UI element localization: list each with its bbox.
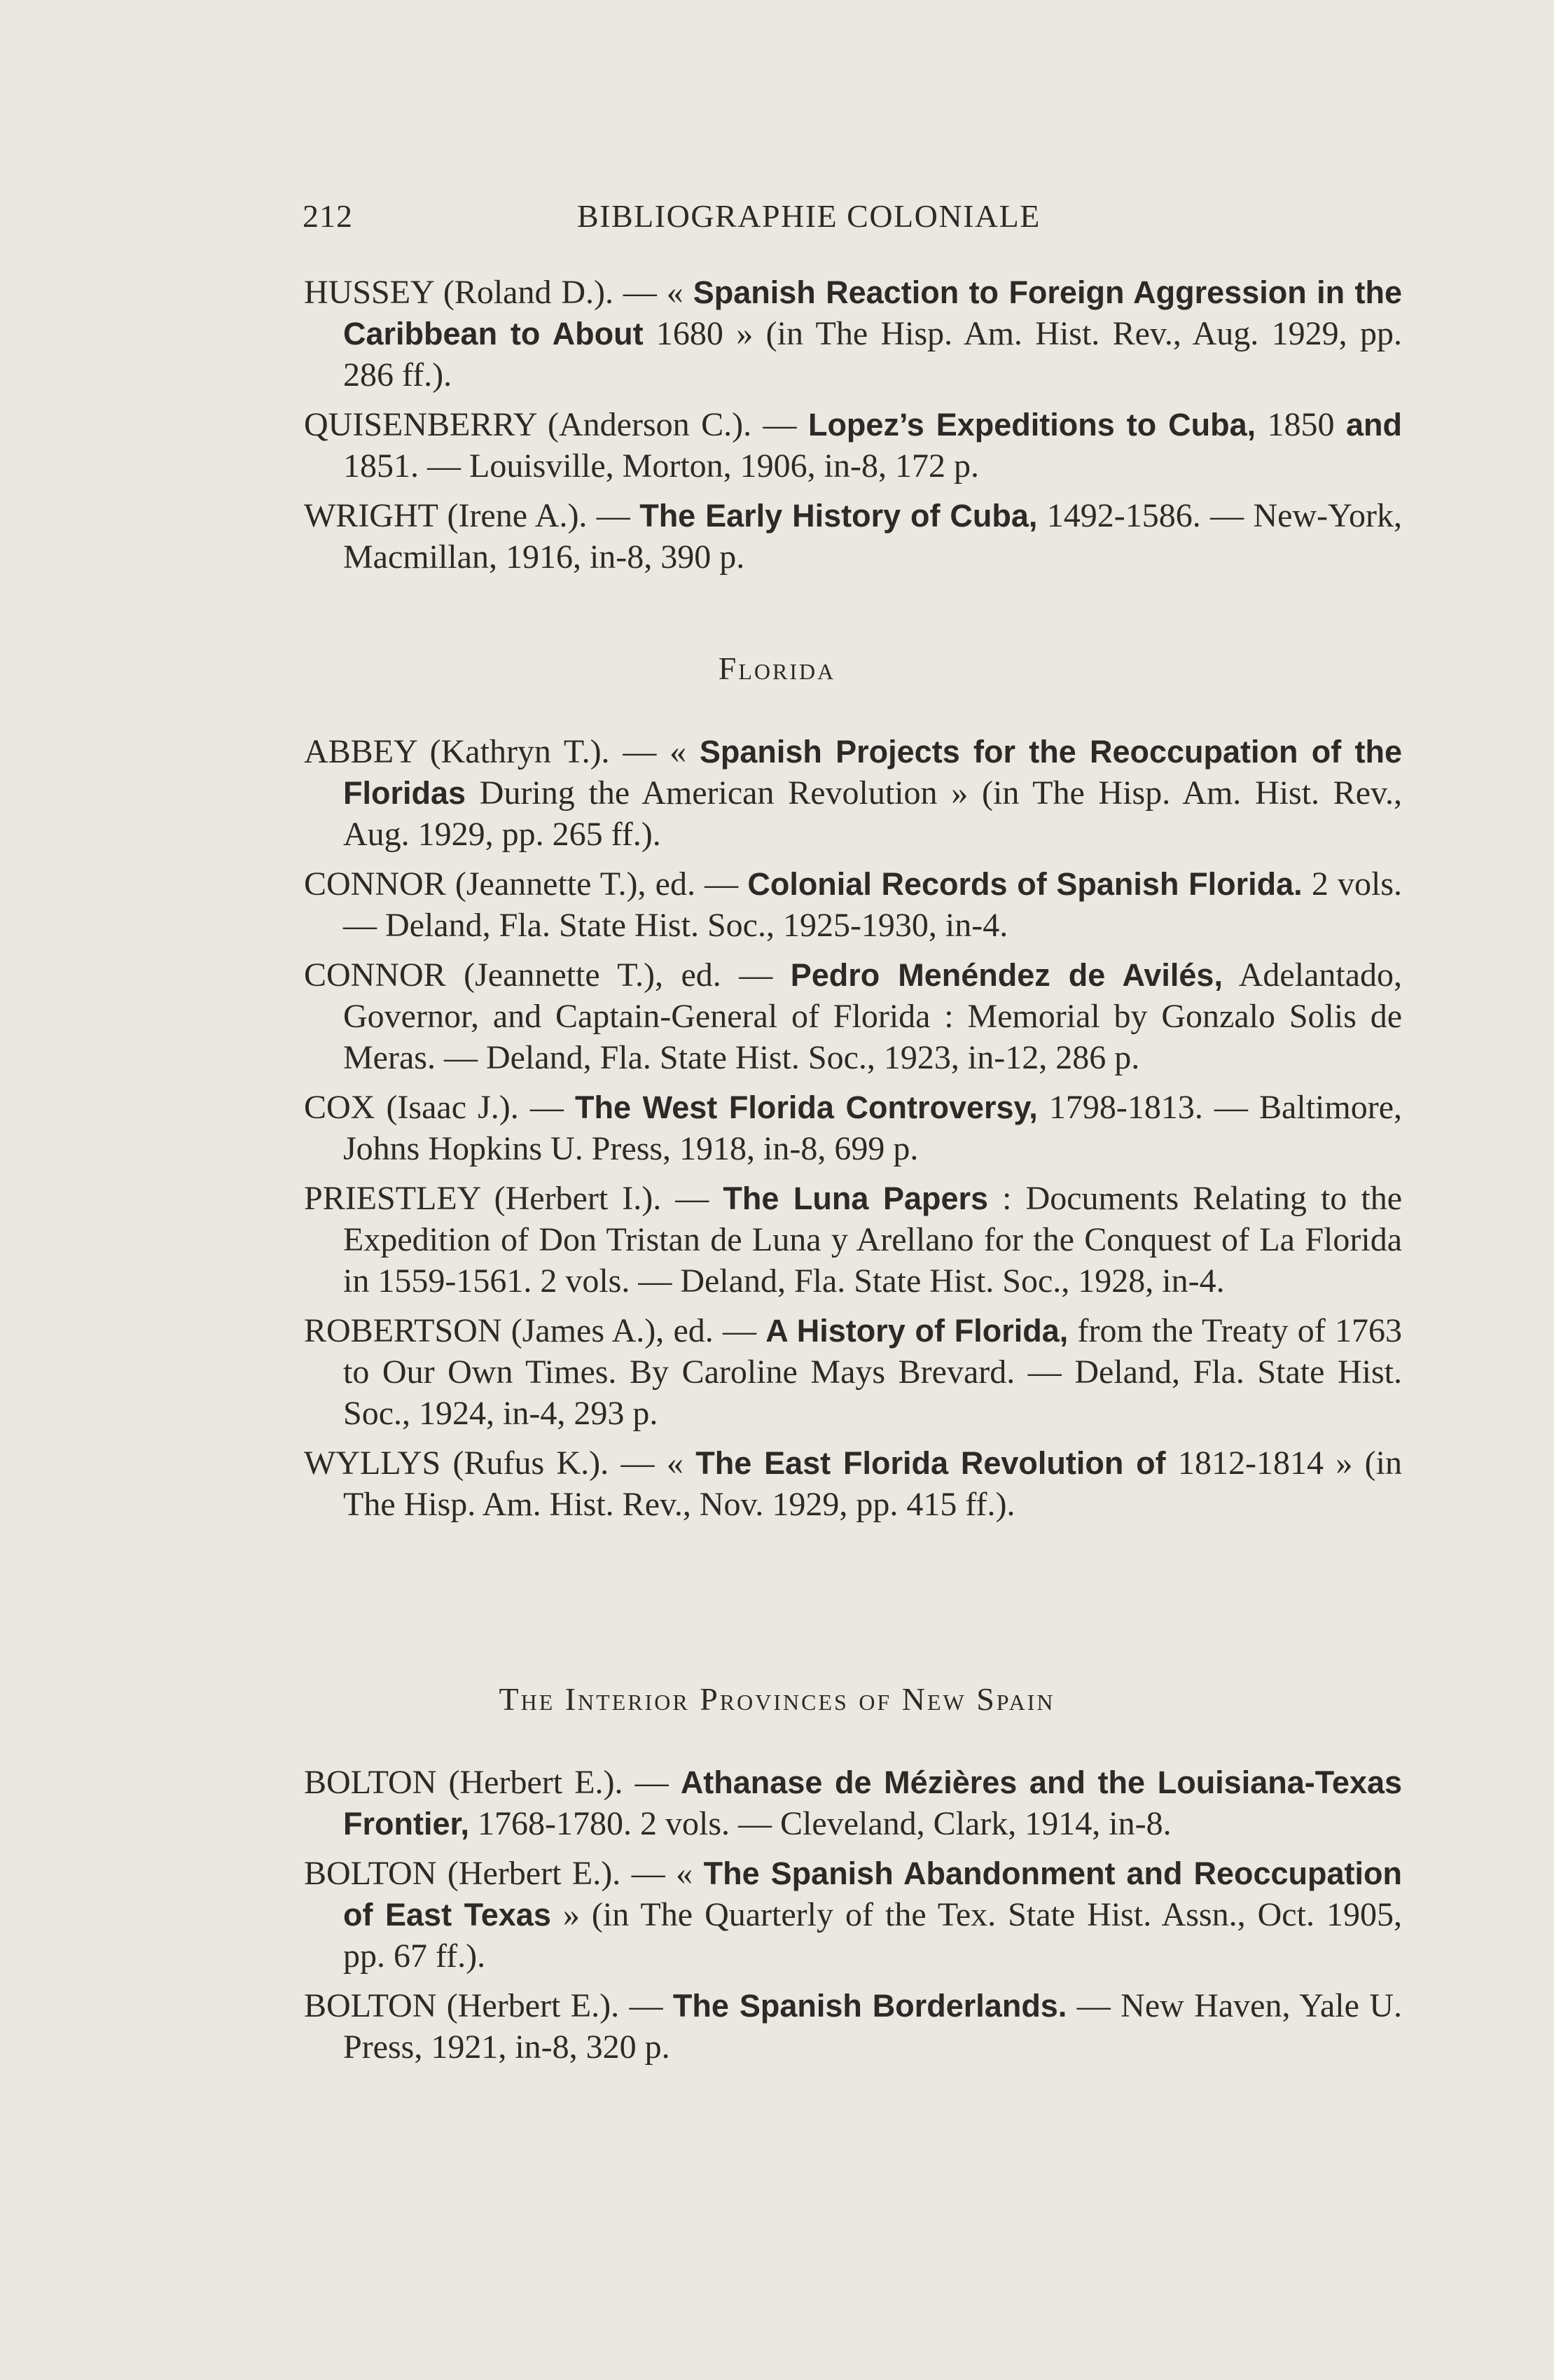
entry-title: The Luna Papers xyxy=(723,1181,989,1216)
bib-entry-bolton-east-texas xyxy=(304,1853,1402,1977)
entry-title: A History of Florida, xyxy=(765,1313,1069,1349)
entry-title: Spanish Reaction to Foreign Aggression in the Caribbean to About xyxy=(343,274,1403,352)
entry-details: During the American Revolution » (in The Hisp. Am. Hist. Rev., Aug. 1929, pp. 265 ff.). xyxy=(343,774,1402,853)
entry-details: Adelantado, Governor, and Captain-General of Florida : Memorial by Gonzalo Solis de Meras. — Deland, Fla. State Hist. Soc., 1923, in-12, 286 p. xyxy=(343,956,1403,1076)
entry-details-part: 1851. — Louisville, Morton, 1906, in-8, 172 p. xyxy=(343,447,979,485)
entry-title: The Spanish Abandonment and Reoccupation of East Texas xyxy=(343,1856,1402,1933)
bib-entry-connor-records xyxy=(304,863,1402,946)
entry-author: ABBEY (Kathryn T.). — « xyxy=(304,733,700,770)
entry-title: Spanish Projects for the Reoccupation of the Floridas xyxy=(343,734,1403,811)
bib-entry-wyllys xyxy=(304,1442,1402,1525)
page-header xyxy=(303,197,1402,239)
bib-entry-bolton-borderlands xyxy=(304,1985,1402,2068)
florida-section xyxy=(304,731,1402,1533)
bib-entry-robertson xyxy=(304,1310,1402,1434)
bib-entry-hussey xyxy=(304,272,1402,396)
entry-details: : Documents Relating to the Expedition of Don Tristan de Luna y Arellano for the Conquest of La Florida in 1559-1561. 2 vols. — Deland, Fla. State Hist. Soc., 1928, in-4. xyxy=(343,1180,1402,1300)
entry-title: The Spanish Borderlands. xyxy=(672,1988,1067,2024)
bib-entry-quisenberry xyxy=(304,404,1402,487)
entry-author: BOLTON (Herbert E.). — xyxy=(304,1987,673,2024)
entry-details: 1680 » (in The Hisp. Am. Hist. Rev., Aug. 1929, pp. 286 ff.). xyxy=(343,315,1403,394)
running-title: BIBLIOGRAPHIE COLONIALE xyxy=(577,198,1041,234)
interior-provinces-section xyxy=(304,1762,1402,2076)
entry-details: — New Haven, Yale U. Press, 1921, in-8, 320 p. xyxy=(343,1987,1403,2066)
entry-title: Lopez’s Expeditions to Cuba, xyxy=(807,407,1256,443)
section-heading-florida: Florida xyxy=(718,650,836,686)
entry-author: BOLTON (Herbert E.). — xyxy=(304,1764,681,1801)
entry-details: 1768-1780. 2 vols. — Cleveland, Clark, 1914, in-8. xyxy=(469,1805,1172,1842)
entry-title: Colonial Records of Spanish Florida. xyxy=(747,866,1303,902)
entry-author: PRIESTLEY (Herbert I.). — xyxy=(304,1180,723,1217)
entry-title: The East Florida Revolution of xyxy=(695,1445,1166,1481)
entry-details: from the Treaty of 1763 to Our Own Times. By Caroline Mays Brevard. — Deland, Fla. State Hist. Soc., 1924, in-4, 293 p. xyxy=(343,1312,1402,1432)
bib-entry-connor-aviles xyxy=(304,954,1402,1078)
bib-entry-bolton-athanase xyxy=(304,1762,1402,1844)
entry-details: 1850 xyxy=(1256,406,1346,443)
entry-author: COX (Isaac J.). — xyxy=(304,1089,575,1126)
entry-details: » (in The Quarterly of the Tex. State Hist. Assn., Oct. 1905, pp. 67 ff.). xyxy=(343,1896,1402,1975)
entry-title: The West Florida Controversy, xyxy=(574,1090,1038,1125)
entry-author: CONNOR (Jeannette T.), ed. — xyxy=(304,865,748,903)
bib-entry-priestley xyxy=(304,1178,1402,1302)
entry-title: Pedro Menéndez de Avilés, xyxy=(790,957,1223,993)
entry-author: WYLLYS (Rufus K.). — « xyxy=(304,1445,696,1482)
entry-author: ROBERTSON (James A.), ed. — xyxy=(304,1312,766,1349)
page-number: 212 xyxy=(303,198,353,234)
bib-entry-wright xyxy=(304,495,1402,578)
entry-author: CONNOR (Jeannette T.), ed. — xyxy=(304,956,791,994)
entry-title: Athanase de Mézières and the Louisiana-Texas Frontier, xyxy=(343,1765,1402,1842)
entry-author: QUISENBERRY (Anderson C.). — xyxy=(304,406,808,443)
bib-entry-abbey xyxy=(304,731,1402,855)
entry-details: 1812-1814 » (in The Hisp. Am. Hist. Rev., Nov. 1929, pp. 415 ff.). xyxy=(343,1445,1403,1523)
entry-details: 2 vols. — Deland, Fla. State Hist. Soc., 1925-1930, in-4. xyxy=(343,865,1403,944)
entry-author: HUSSEY (Roland D.). — « xyxy=(304,274,693,311)
entry-author: BOLTON (Herbert E.). — « xyxy=(304,1855,704,1892)
entry-details: 1798-1813. — Baltimore, Johns Hopkins U. Press, 1918, in-8, 699 p. xyxy=(343,1089,1402,1167)
entry-title-part: and xyxy=(1346,407,1403,443)
entry-author: WRIGHT (Irene A.). — xyxy=(304,497,640,534)
cuba-section xyxy=(304,272,1402,586)
entry-details: 1492-1586. — New-York, Macmillan, 1916, in-8, 390 p. xyxy=(343,497,1402,576)
section-heading-interior-provinces: The Interior Provinces of New Spain xyxy=(499,1681,1055,1717)
bib-entry-cox xyxy=(304,1087,1402,1169)
entry-title: The Early History of Cuba, xyxy=(639,498,1038,534)
